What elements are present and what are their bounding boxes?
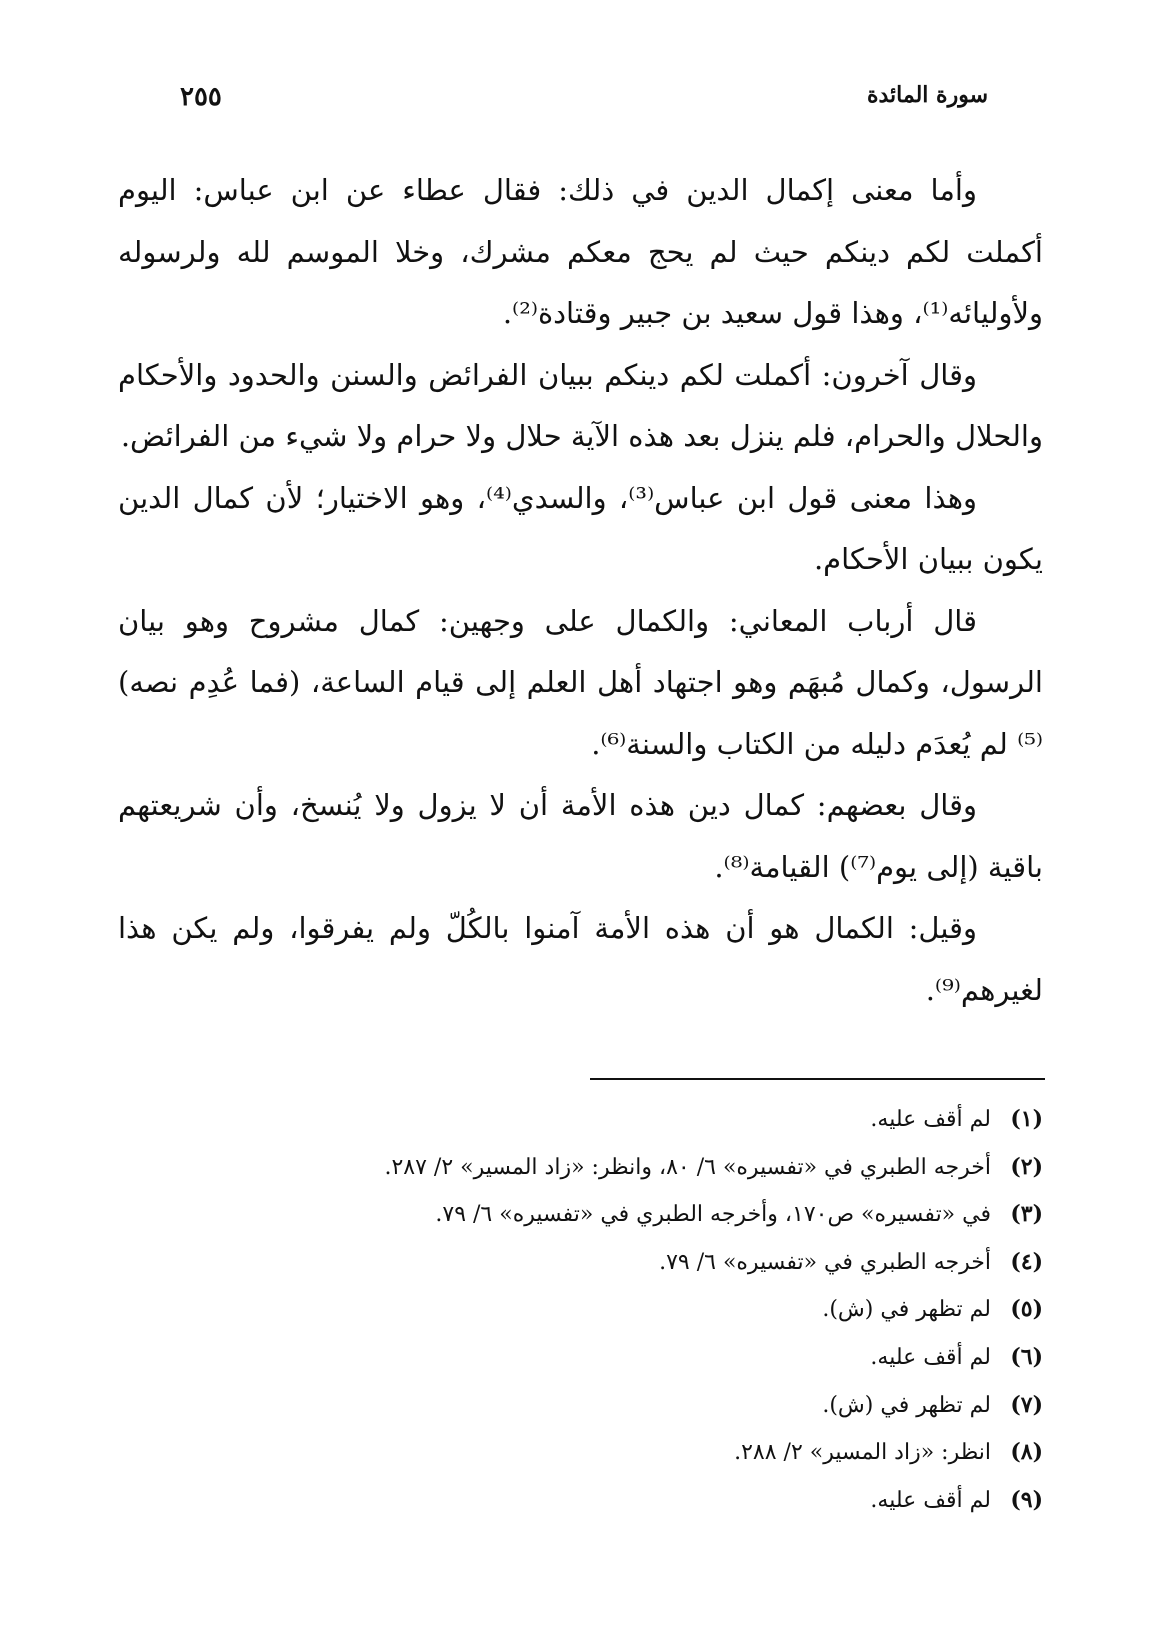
surah-title: سورة المائدة: [866, 82, 988, 108]
footnote-text: أخرجه الطبري في «تفسيره» ٦/ ٨٠، وانظر: «زاد المسير» ٢/ ٢٨٧.: [384, 1154, 991, 1180]
footnote-item: [118, 1239, 1043, 1287]
footnote-item: [118, 1429, 1043, 1477]
footnote-item: [118, 1096, 1043, 1144]
page-number: ٢٥٥: [180, 82, 222, 112]
paragraph: وقال بعضهم: كمال دين هذه الأمة أن لا يزول ولا يُنسخ، وأن شريعتهم باقية (إلى يوم⁽⁷⁾) القيامة⁽⁸⁾.: [118, 788, 1043, 884]
footnote-number: (٢): [1010, 1153, 1043, 1180]
paragraph: وقيل: الكمال هو أن هذه الأمة آمنوا بالكُلّ ولم يفرقوا، ولم يكن هذا لغيرهم⁽⁹⁾.: [118, 911, 1043, 1007]
footnote-number: (٩): [1010, 1486, 1043, 1513]
footnote-item: [118, 1286, 1043, 1334]
footnote-text: لم أقف عليه.: [870, 1487, 991, 1513]
paragraph: وقال آخرون: أكملت لكم دينكم ببيان الفرائض والسنن والحدود والأحكام والحلال والحرام، فلم ينزل بعد هذه الآية حلال ولا حرام ولا شيء من الفرائض.: [118, 357, 1043, 453]
footnote-text: لم تظهر في (ش).: [822, 1392, 991, 1418]
paragraph: وأما معنى إكمال الدين في ذلك: فقال عطاء عن ابن عباس: اليوم أكملت لكم دينكم حيث لم يحج معكم مشرك، وخلا الموسم لله ولرسوله ولأوليائه⁽¹⁾، وهذا قول سعيد بن جبير وقتادة⁽²⁾.: [118, 173, 1043, 330]
page-header: [180, 82, 988, 122]
footnote-item: [118, 1191, 1043, 1239]
footnote-number: (٦): [1010, 1343, 1043, 1370]
footnote-text: في «تفسيره» ص١٧٠، وأخرجه الطبري في «تفسيره» ٦/ ٧٩.: [435, 1202, 991, 1228]
footnote-item: [118, 1477, 1043, 1525]
footnote-number: (٨): [1010, 1439, 1043, 1466]
footnote-text: لم تظهر في (ش).: [822, 1297, 991, 1323]
footnote-number: (٥): [1010, 1296, 1043, 1323]
paragraph: قال أرباب المعاني: والكمال على وجهين: كمال مشروح وهو بيان الرسول، وكمال مُبهَم وهو اجتهاد أهل العلم إلى قيام الساعة، (فما عُدِم نصه)⁽⁵⁾ لم يُعدَم دليله من الكتاب والسنة⁽⁶⁾.: [118, 603, 1043, 761]
footnote-item: [118, 1334, 1043, 1382]
footnote-text: لم أقف عليه.: [870, 1344, 991, 1370]
footnote-item: [118, 1144, 1043, 1192]
footnote-number: (٤): [1010, 1248, 1043, 1275]
main-text: [118, 160, 1043, 1021]
footnotes-list: [118, 1096, 1043, 1524]
footnote-text: أخرجه الطبري في «تفسيره» ٦/ ٧٩.: [659, 1249, 991, 1275]
footnote-text: لم أقف عليه.: [870, 1107, 991, 1132]
paragraph: وهذا معنى قول ابن عباس⁽³⁾، والسدي⁽⁴⁾، وهو الاختيار؛ لأن كمال الدين يكون ببيان الأحكام.: [118, 480, 1043, 576]
footnote-separator: [590, 1078, 1045, 1080]
footnote-number: (١): [1010, 1106, 1043, 1132]
footnote-number: (٣): [1010, 1201, 1043, 1228]
footnote-text: انظر: «زاد المسير» ٢/ ٢٨٨.: [734, 1440, 991, 1466]
footnote-number: (٧): [1010, 1391, 1043, 1418]
footnote-item: [118, 1382, 1043, 1430]
